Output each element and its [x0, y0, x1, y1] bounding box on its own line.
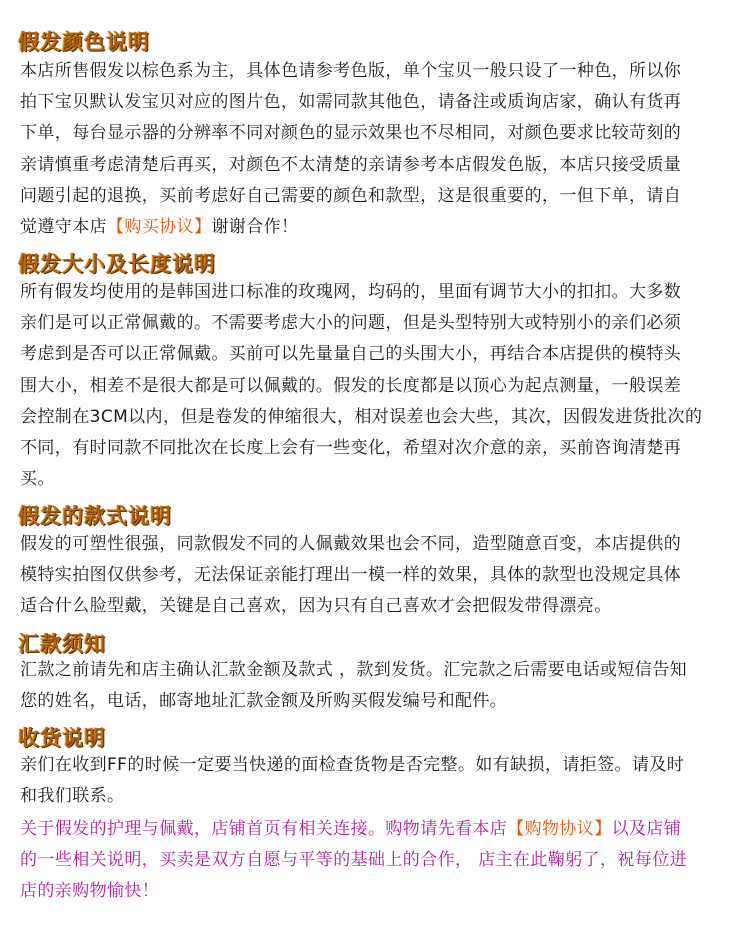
text-line: 所有假发均使用的是韩国进口标准的玫瑰网，均码的，里面有调节大小的扣扣。大多数 — [20, 282, 682, 302]
section-heading-receipt: 收货说明 — [18, 726, 106, 750]
text-line: 拍下宝贝默认发宝贝对应的图片色，如需同款其他色，请备注或质询店家，确认有货再 — [20, 92, 682, 113]
text-line: 亲们是可以正常佩戴的。不需要考虑大小的问题，但是头型特别大或特别小的亲们必须 — [20, 313, 682, 334]
shopping-agreement-link[interactable]: 【购物协议】 — [507, 819, 612, 839]
text-line: 亲请慎重考虑清楚后再买，对颜色不太清楚的亲请参考本店假发色版，本店只接受质量 — [20, 154, 682, 175]
section-heading-size-length: 假发大小及长度说明 — [18, 252, 216, 276]
text-line — [20, 212, 716, 243]
text-line: 汇款之前请先和店主确认汇款金额及款式 ，款到发货。汇完款之后需要电话或短信告知 — [20, 660, 688, 680]
text-line: 模特实拍图仅供参考，无法保证亲能打理出一模一样的效果，具体的款型也没规定具体 — [20, 565, 682, 586]
text-line: 不同，有时同款不同批次在长度上会有一些变化，希望对次介意的亲，买前咨询清楚再 — [20, 438, 682, 459]
text-line: 考虑到是否可以正常佩戴。买前可以先量量自己的头围大小，再结合本店提供的模特头 — [20, 344, 682, 365]
text-segment: 谢谢合作！ — [211, 217, 299, 238]
text-line: 本店所售假发以棕色系为主，具体色请参考色版，单个宝贝一般只设了一种色，所以你 — [20, 61, 682, 81]
text-segment: 关于假发的护理与佩戴，店铺首页有相关连接。购物请先看本店 — [20, 819, 508, 839]
text-line: 假发的可塑性很强，同款假发不同的人佩戴效果也会不同，造型随意百变，本店提供的 — [20, 534, 682, 554]
text-line: 下单，每台显示器的分辨率不同对颜色的显示效果也不尽相同，对颜色要求比较苛刻的 — [20, 123, 682, 144]
text-segment: 以及店铺 — [611, 819, 682, 839]
text-line: 店的亲购物愉快！ — [20, 881, 160, 902]
section-heading-style: 假发的款式说明 — [18, 504, 172, 528]
section-body-payment — [20, 655, 716, 717]
section-body-style — [20, 529, 716, 623]
text-line — [20, 814, 716, 845]
footer-note — [20, 814, 716, 908]
text-line: 会控制在3CM以内，但是卷发的伸缩很大，相对误差也会大些，其次，因假发进货批次的 — [20, 406, 703, 427]
purchase-agreement-link[interactable]: 【购买协议】 — [107, 217, 212, 238]
text-line: 的一些相关说明，买卖是双方自愿与平等的基础上的合作， 店主在此鞠躬了，祝每位进 — [20, 850, 688, 871]
text-line: 和我们联系。 — [20, 786, 125, 807]
text-segment: 觉遵守本店 — [20, 217, 107, 238]
section-heading-payment: 汇款须知 — [18, 632, 106, 656]
text-line: 亲们在收到FF的时候一定要当快递的面检查货物是否完整。如有缺损，请拒签。请及时 — [20, 755, 685, 775]
text-line: 围大小，相差不是很大都是可以佩戴的。假发的长度都是以顶心为起点测量，一般误差 — [20, 375, 682, 396]
section-body-color — [20, 56, 716, 243]
text-line: 您的姓名，电话，邮寄地址汇款金额及所购买假发编号和配件。 — [20, 691, 508, 712]
section-body-receipt — [20, 750, 716, 812]
text-line: 买。 — [20, 469, 55, 490]
text-line: 问题引起的退换，买前考虑好自己需要的颜色和款型，这是很重要的，一但下单，请自 — [20, 185, 682, 206]
section-heading-color: 假发颜色说明 — [18, 30, 150, 54]
section-body-size-length — [20, 277, 716, 495]
text-line: 适合什么脸型戴，关键是自己喜欢，因为只有自己喜欢才会把假发带得漂亮。 — [20, 596, 612, 617]
